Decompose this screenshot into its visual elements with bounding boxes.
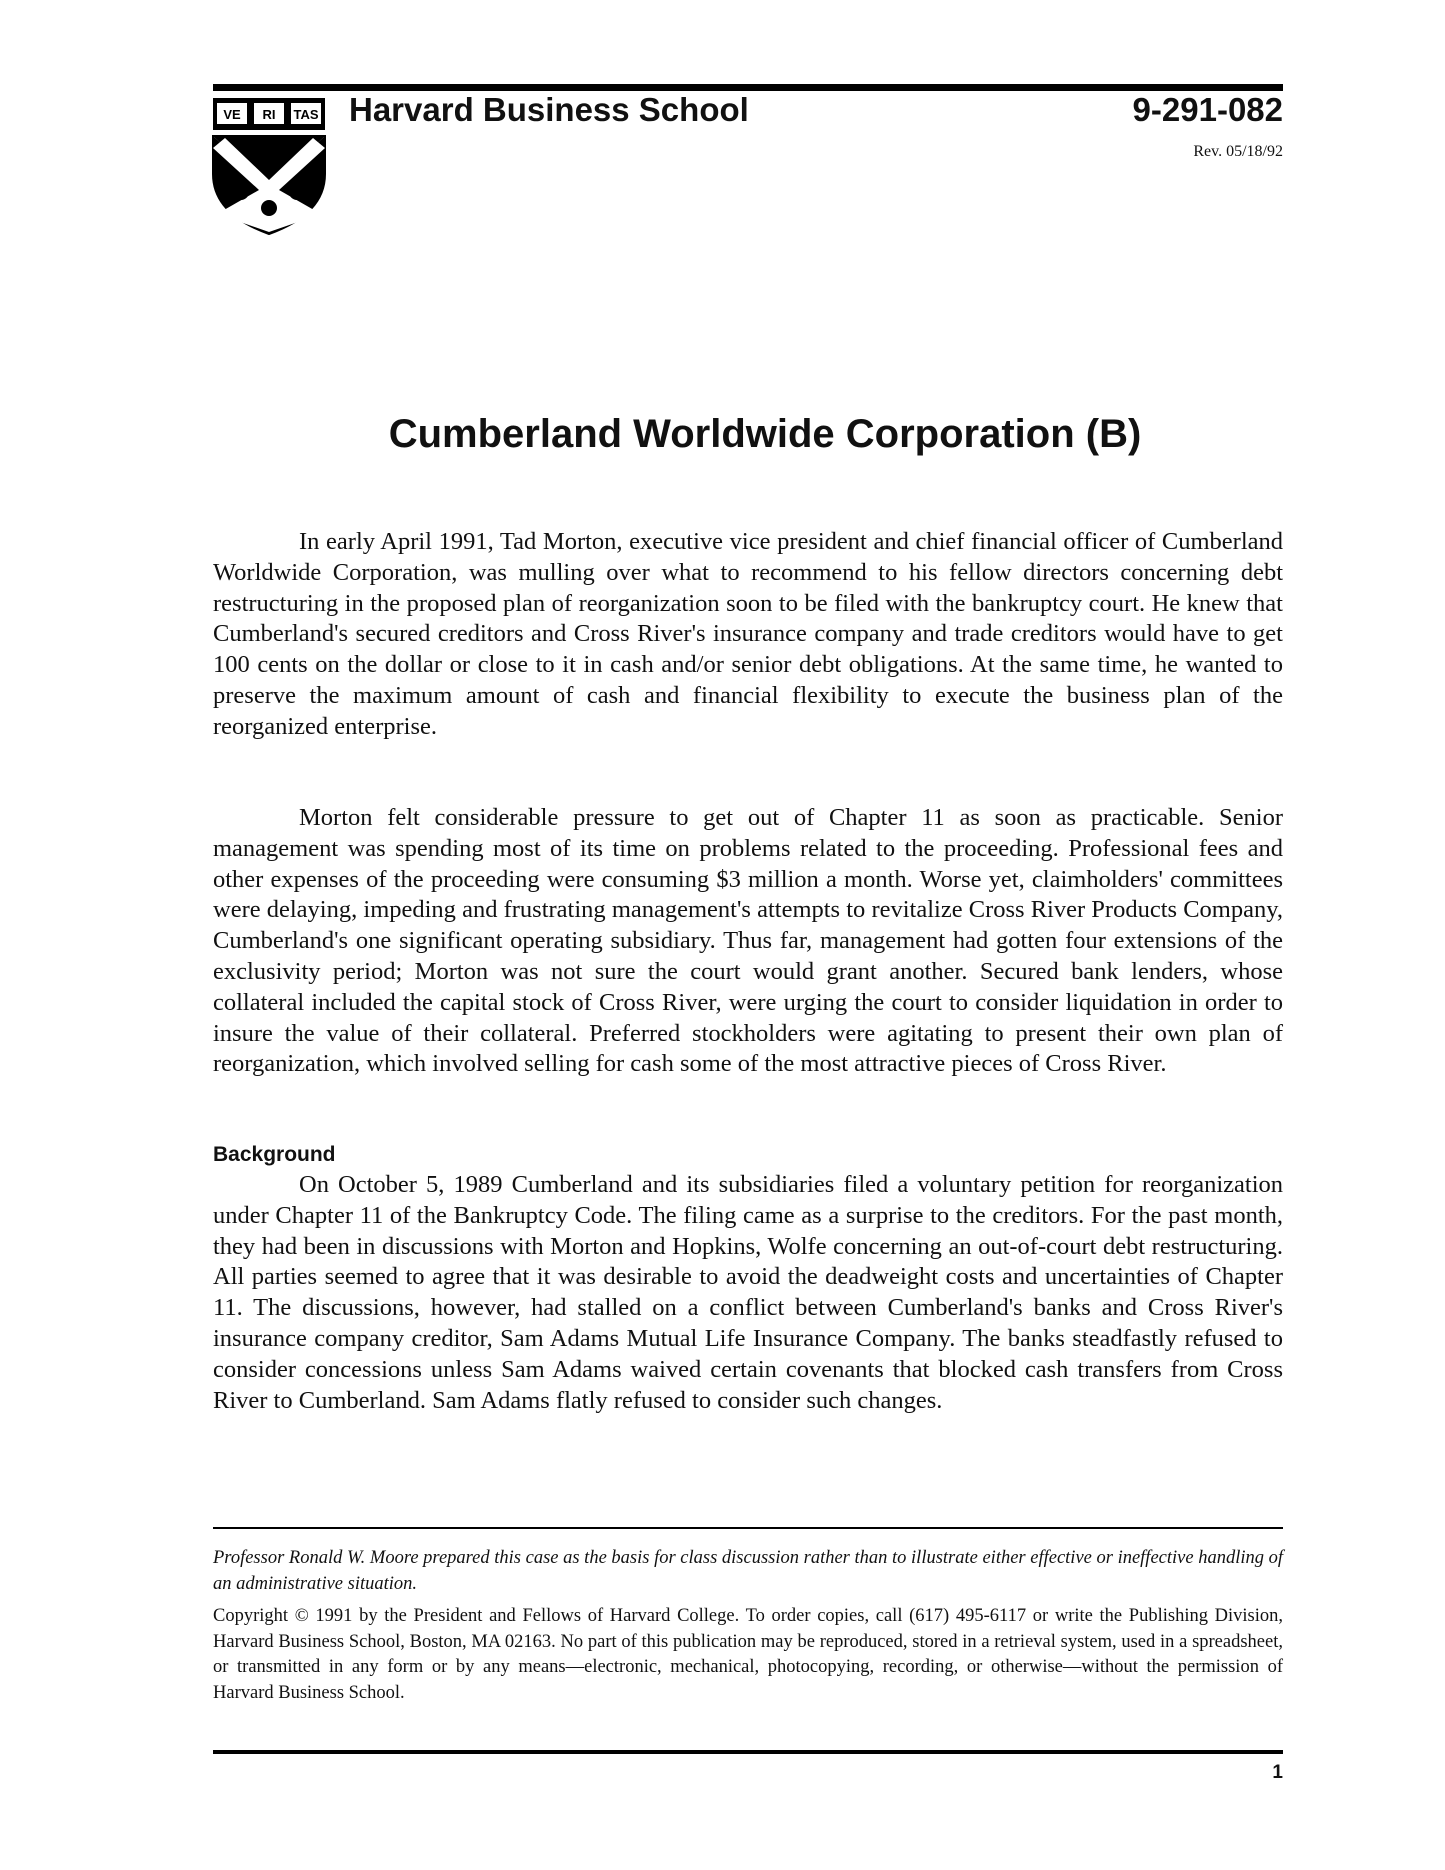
paragraph-background-text: On October 5, 1989 Cumberland and its subsidiaries filed a voluntary petition for reorganization under Chapter 11 of the Bankruptcy Code. The filing came as a surprise to the creditors. For the past month, they had been in discussions with Morton and Hopkins, Wolfe concerning an out-of-court debt restructuring. All parties seemed to agree that it was desirable to avoid the deadweight costs and uncertainties of Chapter 11. The discussions, however, had stalled on a conflict between Cumberland's banks and Cross River's insurance company creditor, Sam Adams Mutual Life Insurance Company. The banks steadfastly refused to consider concessions unless Sam Adams waived certain covenants that blocked cash transfers from Cross River to Cumberland. Sam Adams flatly refused to consider such changes.	[213, 1171, 1283, 1414]
harvard-shield-logo	[211, 96, 327, 236]
motto-ri: RI	[262, 107, 276, 122]
paragraph-background	[213, 1170, 1283, 1416]
document-title: Cumberland Worldwide Corporation (B)	[388, 412, 1142, 456]
page-number: 1	[1272, 1762, 1283, 1783]
paragraph-intro	[213, 527, 1283, 743]
case-number: 9-291-082	[1132, 91, 1283, 128]
revision-date: Rev. 05/18/92	[1193, 143, 1283, 160]
paragraph-pressure	[213, 803, 1283, 1080]
section-heading-background: Background	[213, 1143, 336, 1166]
footnote-rule	[213, 1527, 1283, 1529]
motto-ve: VE	[223, 107, 241, 122]
copyright-notice: Copyright © 1991 by the President and Fellows of Harvard College. To order copies, call (617) 495-6117 or write the Publishing Division, Harvard Business School, Boston, MA 02163. No part of this publication may be reproduced, stored in a retrieval system, used in a spreadsheet, or transmitted in any form or by any means—electronic, mechanical, photocopying, recording, or otherwise—without the permission of Harvard Business School.	[213, 1606, 1283, 1703]
school-name: Harvard Business School	[349, 91, 749, 128]
paragraph-pressure-text: Morton felt considerable pressure to get out of Chapter 11 as soon as practicable. Senior management was spending most of its time on problems related to the proceeding. Professional fees and other expenses of the proceeding were consuming $3 million a month. Worse yet, claimholders' committees were delaying, impeding and frustrating management's attempts to revitalize Cross River Products Company, Cumberland's one significant operating subsidiary. Thus far, management had gotten four extensions of the exclusivity period; Morton was not sure the court would grant another. Secured bank lenders, whose collateral included the capital stock of Cross River, were urging the court to consider liquidation in order to insure the value of their collateral. Preferred stockholders were agitating to present their own plan of reorganization, which involved selling for cash some of the most attractive pieces of Cross River.	[213, 804, 1283, 1078]
motto-tas: TAS	[293, 107, 319, 122]
paragraph-intro-text: In early April 1991, Tad Morton, executive vice president and chief financial officer of Cumberland Worldwide Corporation, was mulling over what to recommend to his fellow directors concerning debt restructuring in the proposed plan of reorganization soon to be filed with the bankruptcy court. He knew that Cumberland's secured creditors and Cross River's insurance company and trade creditors would have to get 100 cents on the dollar or close to it in cash and/or senior debt obligations. At the same time, he wanted to preserve the maximum amount of cash and financial flexibility to execute the business plan of the reorganized enterprise.	[213, 528, 1283, 740]
author-note: Professor Ronald W. Moore prepared this case as the basis for class discussion rather than to illustrate either effective or ineffective handling of an administrative situation.	[213, 1548, 1283, 1594]
bottom-rule	[213, 1750, 1283, 1754]
